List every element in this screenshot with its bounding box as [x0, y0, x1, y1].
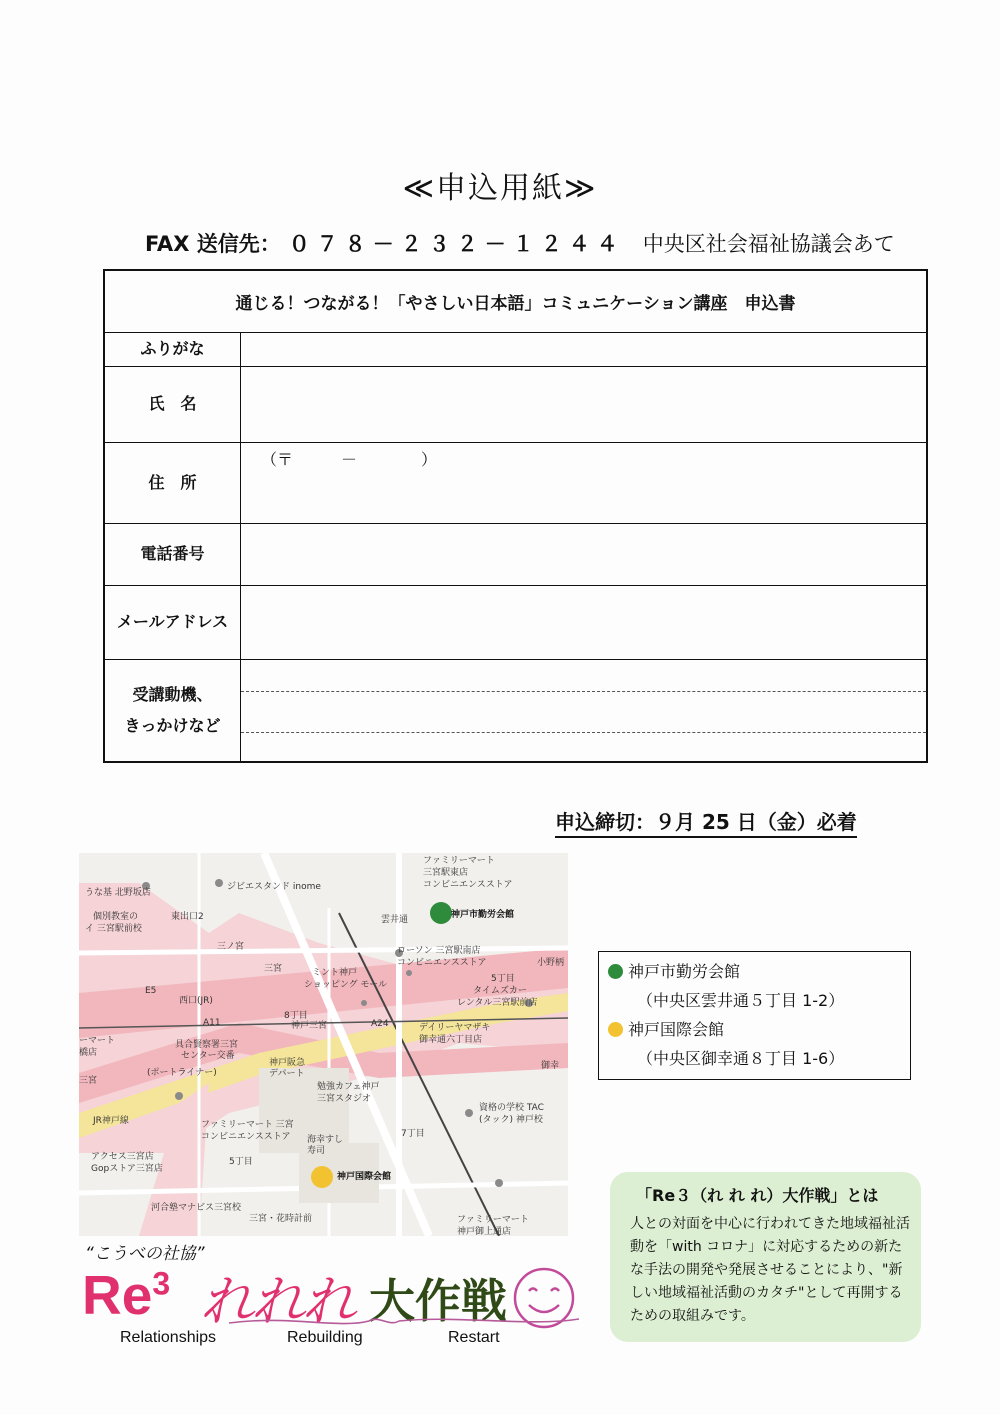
map-label: 雲井通: [381, 915, 409, 925]
legend-address: （中央区御幸通８丁目 1-6）: [637, 1049, 845, 1068]
re3-info-box: [610, 1172, 921, 1342]
area-map: [79, 853, 568, 1236]
map-label: ファミリーマート: [457, 1215, 529, 1225]
logo-word-restart: Restart: [448, 1329, 500, 1346]
map-label: A11: [203, 1018, 221, 1028]
motive-field[interactable]: [241, 660, 926, 761]
map-label: 三ノ宮: [217, 942, 245, 952]
motive-label: [105, 660, 241, 761]
map-label: アクセス三宮店: [91, 1152, 154, 1162]
logo-word-relationships: Relationships: [120, 1329, 217, 1346]
map-label: 5丁目: [491, 974, 515, 984]
email-field[interactable]: [241, 586, 926, 659]
map-label: 橋店: [79, 1048, 98, 1058]
name-label: 氏 名: [105, 367, 241, 442]
map-label: 西口(JR): [179, 996, 213, 1006]
map-label: レンタル三宮駅前店: [457, 998, 538, 1008]
dashed-guide: [241, 732, 926, 733]
map-label: 寿司: [307, 1146, 326, 1156]
legend-address: （中央区雲井通５丁目 1-2）: [637, 991, 845, 1010]
furigana-field[interactable]: [241, 333, 926, 366]
map-label: 三宮: [264, 964, 283, 974]
phone-row: [105, 524, 926, 586]
kokusai-kaikan-marker: [311, 1166, 333, 1188]
phone-field[interactable]: [241, 524, 926, 585]
address-field[interactable]: [241, 443, 926, 523]
legend-name: 神戸市勤労会館: [628, 962, 741, 981]
legend-item-kokusai: [608, 1017, 724, 1040]
map-label: 三宮駅東店: [423, 868, 469, 878]
map-label: コンビニエンスストア: [201, 1132, 291, 1142]
logo-re-text: Re: [82, 1264, 153, 1326]
phone-label: 電話番号: [105, 524, 241, 585]
logo-word-rebuilding: Rebuilding: [287, 1329, 363, 1346]
page-title: ≪申込用紙≫: [402, 171, 598, 206]
green-dot-icon: [608, 964, 623, 979]
map-label: E5: [145, 986, 157, 996]
name-row: [105, 367, 926, 443]
logo-ribbon-line: [229, 1311, 579, 1331]
map-label: 8丁目: [284, 1011, 308, 1021]
map-label: ショッピング モール: [304, 980, 387, 990]
dashed-guide: [241, 691, 926, 692]
map-legend: [598, 951, 911, 1080]
map-label: ファミリーマート 三宮: [201, 1120, 294, 1130]
logo-rerere: れれれ: [200, 1270, 353, 1333]
map-label: 勉強カフェ神戸: [317, 1082, 380, 1092]
email-row: [105, 586, 926, 660]
address-label: 住 所: [105, 443, 241, 523]
map-label: 神戸市勤労会館: [451, 910, 515, 920]
motive-label-line-1: 受講動機、: [132, 685, 213, 705]
map-label: 神戸国際会館: [337, 1172, 392, 1182]
map-label: センター交番: [181, 1051, 235, 1061]
map-graphic: [79, 853, 568, 1236]
map-label: 具合賢察署三宮: [175, 1040, 239, 1050]
map-label: ファミリーマート: [423, 856, 495, 866]
logo-superscript: 3: [152, 1265, 171, 1302]
fax-destination: 中央区社会福祉協議会あて: [642, 232, 895, 256]
map-label: コンビニエンスストア: [423, 880, 513, 890]
furigana-row: [105, 333, 926, 367]
deadline-text: 申込締切：９月 25 日（金）必着: [555, 806, 857, 838]
map-label: ローソン 三宮駅南店: [397, 946, 481, 956]
yellow-dot-icon: [608, 1022, 623, 1037]
map-label: A24: [371, 1019, 389, 1029]
address-row: [105, 443, 926, 524]
form-header-text: 通じる！つながる！「やさしい日本語」コミュニケーション講座 申込書: [235, 294, 796, 314]
map-label: JR神戸線: [93, 1116, 129, 1126]
kinro-kaikan-marker: [430, 902, 452, 924]
map-label: 資格の学校 TAC: [479, 1103, 544, 1113]
map-label: 御幸通六丁目店: [419, 1035, 483, 1045]
map-label: 神戸阪急: [269, 1058, 306, 1068]
map-label: 御幸: [541, 1061, 560, 1071]
map-label: デパート: [269, 1069, 305, 1079]
re3-box-body: 人との対面を中心に行われてきた地域福祉活動を「with コロナ」に対応するための新たな手法の開発や発展させることにより、"新しい地域福祉活動のカタチ"として再開するための取組みです。: [630, 1216, 910, 1324]
map-label: Gopストア三宮店: [91, 1164, 163, 1174]
map-label: ミント神戸: [312, 968, 358, 978]
map-label: 個別教室の: [93, 912, 139, 922]
map-label: 三宮スタジオ: [317, 1094, 372, 1104]
application-form: [103, 269, 928, 763]
map-label: ジビエスタンド inome: [227, 882, 321, 892]
furigana-label: ふりがな: [105, 333, 241, 366]
legend-item-kinro: [608, 959, 740, 982]
map-label: ーマート: [79, 1036, 116, 1046]
fax-prefix: FAX 送信先：: [145, 232, 281, 256]
map-label: (タック) 神戸校: [479, 1115, 543, 1125]
re3-logo: [79, 1237, 584, 1357]
map-label: タイムズカー: [473, 986, 527, 996]
logo-daisakusen: 大作戦: [369, 1274, 507, 1328]
form-header: [105, 271, 926, 333]
map-label: 東出口2: [171, 912, 204, 922]
map-label: 神戸三宮: [291, 1021, 328, 1031]
motive-row: [105, 660, 926, 761]
motive-label-line-2: きっかけなど: [124, 715, 221, 735]
map-label: (ポートライナー): [147, 1068, 217, 1078]
re3-box-title: 「Re３（れ れ れ）大作戦」とは: [636, 1186, 879, 1205]
logo-subtitle: “こうべの社協”: [85, 1244, 205, 1264]
map-label: 7丁目: [401, 1129, 425, 1139]
map-label: 三宮・花時計前: [249, 1214, 313, 1224]
map-label: 小野柄: [537, 958, 565, 968]
name-field[interactable]: [241, 367, 926, 442]
map-label: 海幸すし: [307, 1135, 344, 1145]
map-label: 河合塾マナビス三宮校: [151, 1203, 242, 1213]
map-label: うな基 北野坂店: [85, 888, 151, 898]
legend-name: 神戸国際会館: [628, 1020, 725, 1039]
map-label: コンビニエンスストア: [397, 958, 487, 968]
map-label: 神戸御上通店: [457, 1227, 512, 1236]
fax-line: [145, 228, 895, 258]
map-label: 5丁目: [229, 1157, 253, 1167]
postal-code-template: （〒 － ）: [261, 450, 438, 469]
map-label: イ 三宮駅前校: [85, 924, 142, 934]
logo-re: [82, 1263, 170, 1327]
map-label: 三宮: [79, 1076, 98, 1086]
fax-number: ０７８－２３２－１２４４: [288, 232, 625, 256]
map-label: デイリーヤマザキ: [419, 1023, 491, 1033]
email-label: メールアドレス: [105, 586, 241, 659]
